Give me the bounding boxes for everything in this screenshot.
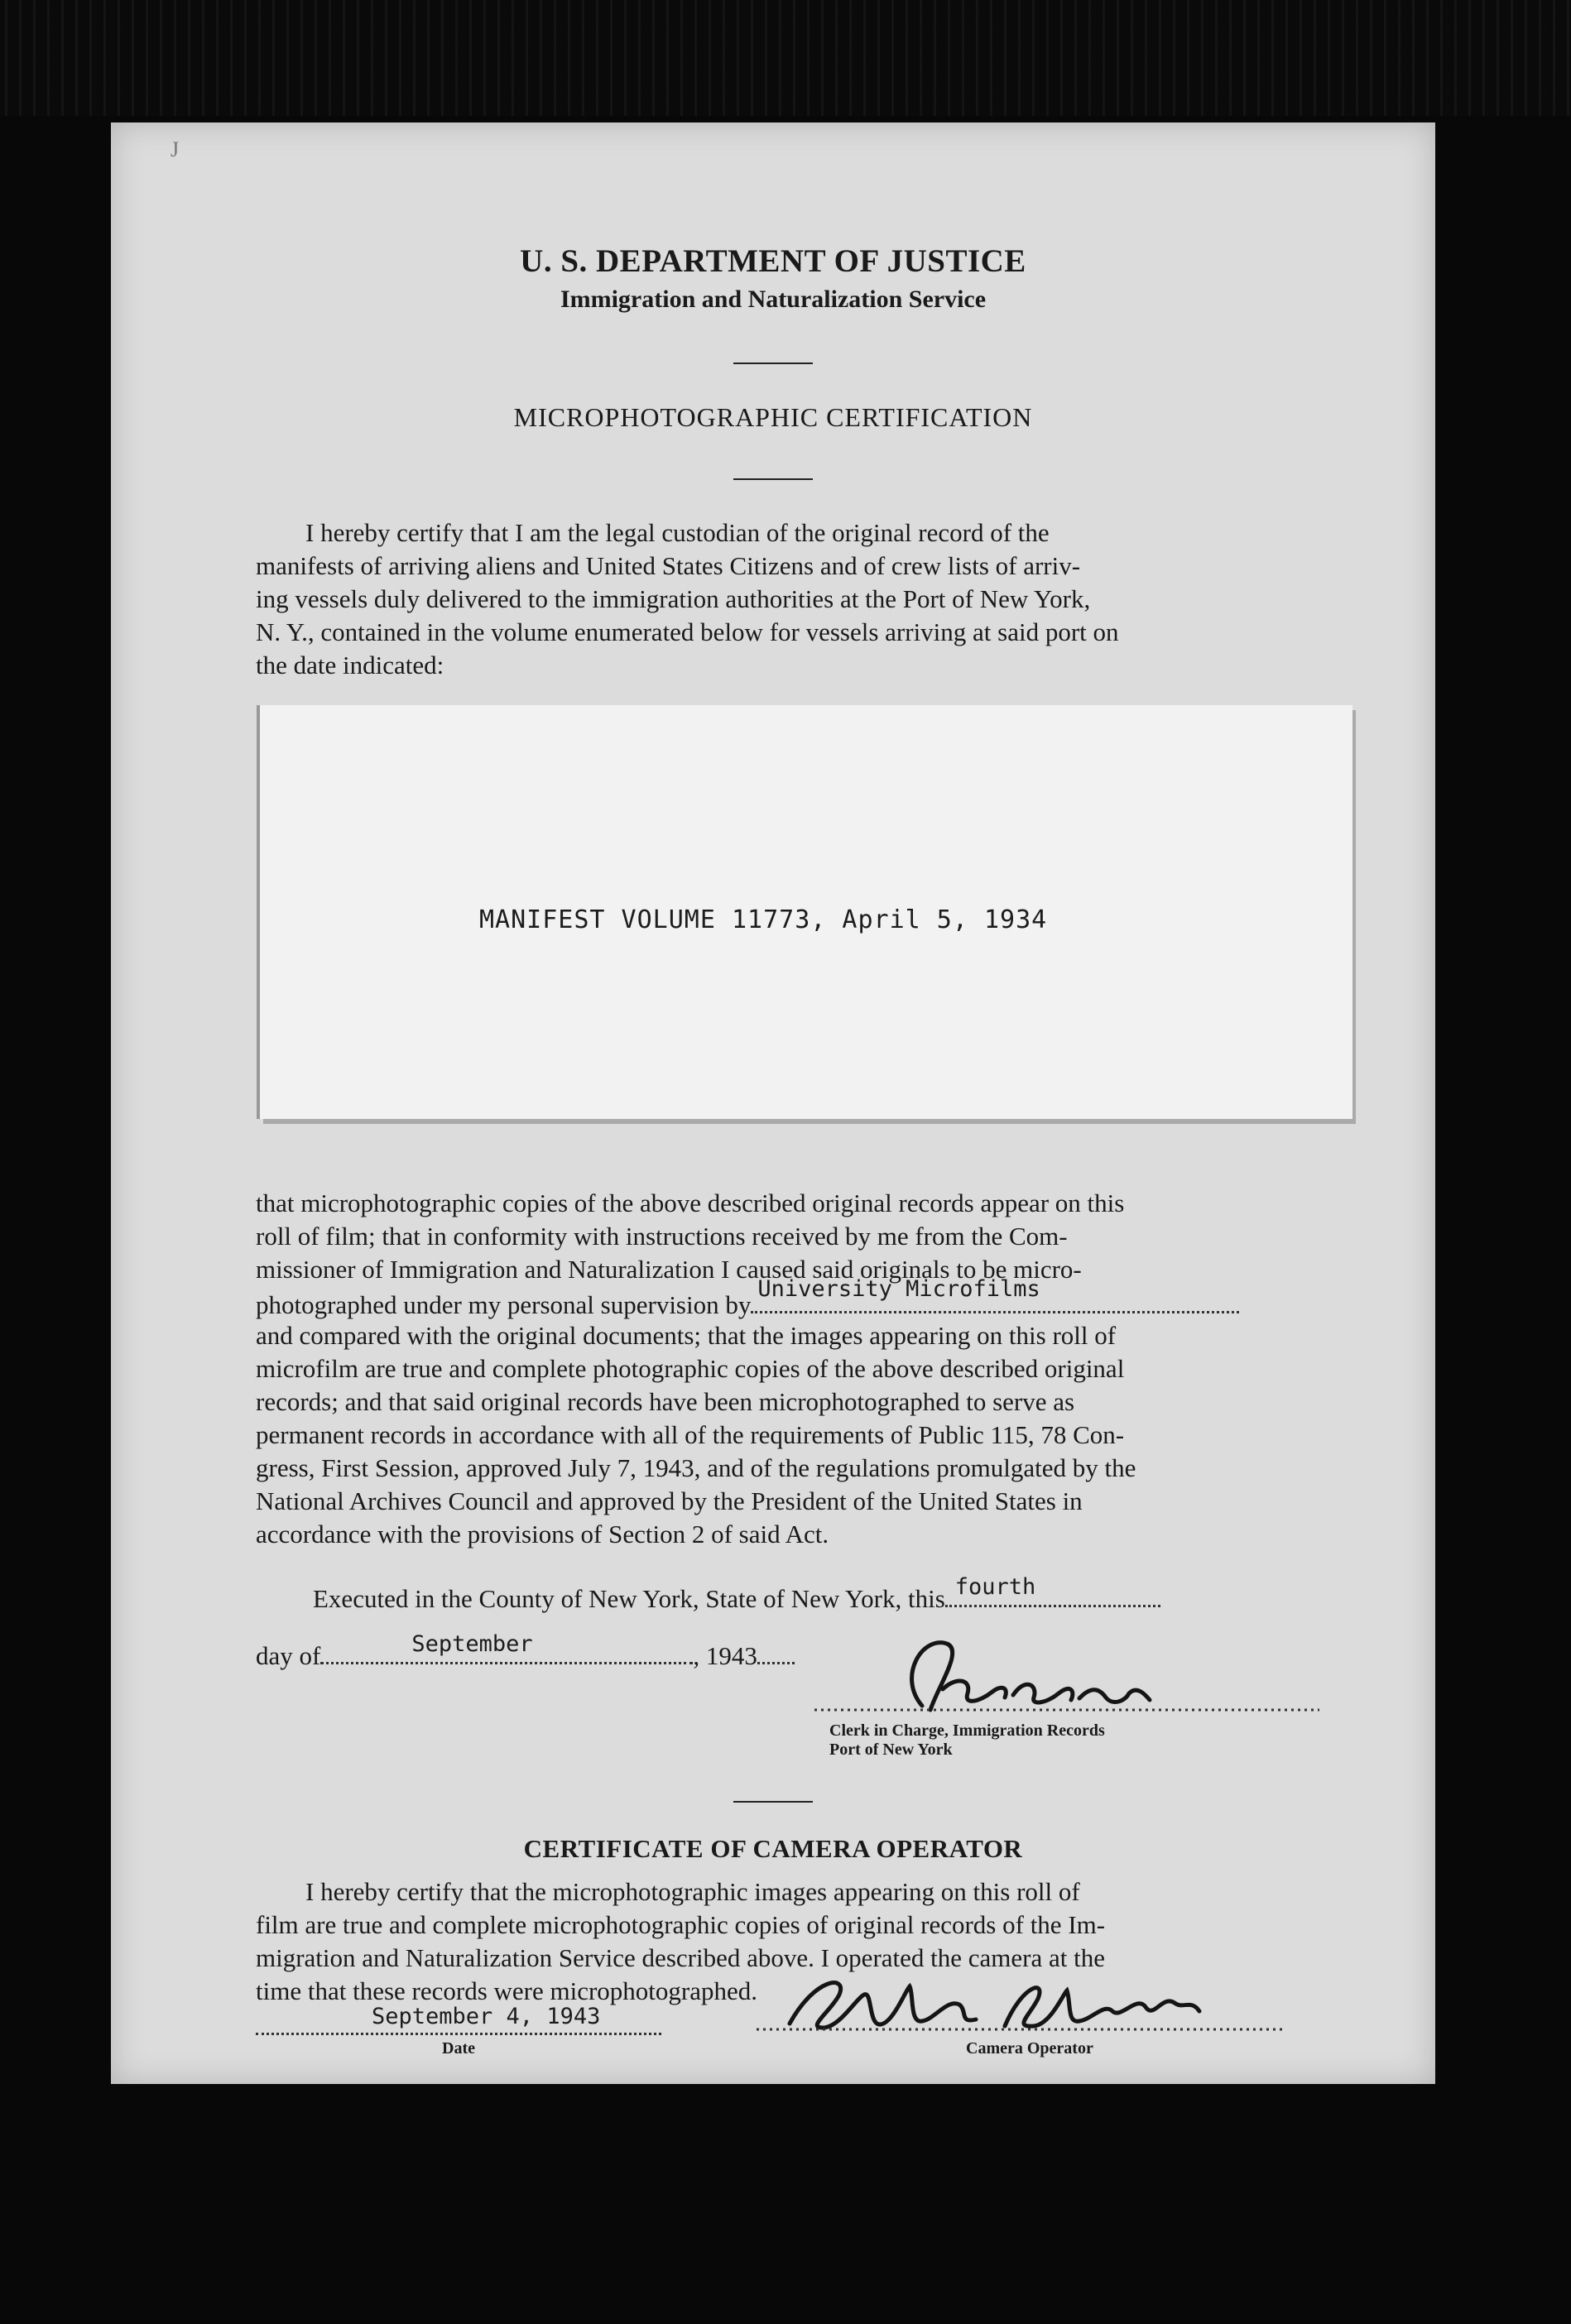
clerk-caption xyxy=(829,1721,1105,1760)
text-line: microfilm are true and complete photographic copies of the above described original xyxy=(256,1354,1125,1383)
operator-signature xyxy=(748,1961,1295,2044)
text-line: National Archives Council and approved by the President of the United States in xyxy=(256,1486,1083,1515)
date-value: September 4, 1943 xyxy=(372,2004,601,2029)
text-line: ing vessels duly delivered to the immigration authorities at the Port of New York, xyxy=(256,584,1091,613)
divider xyxy=(733,1801,813,1803)
text-line: day of xyxy=(256,1641,321,1670)
text-line: missioner of Immigration and Naturalization I caused said originals to be micro- xyxy=(256,1255,1082,1284)
text-line: records; and that said original records have been microphotographed to serve as xyxy=(256,1387,1075,1416)
day-value: fourth xyxy=(954,1574,1036,1600)
text-line: I hereby certify that the microphotographic images appearing on this roll of xyxy=(305,1877,1080,1906)
divider xyxy=(733,478,813,480)
clerk-title: Clerk in Charge, Immigration Records xyxy=(829,1721,1105,1740)
margin-mark: J xyxy=(171,137,180,161)
text-line: gress, First Session, approved July 7, 1943, and of the regulations promulgated by the xyxy=(256,1453,1136,1482)
camera-operator-label: Camera Operator xyxy=(966,2039,1093,2058)
manifest-card xyxy=(260,705,1352,1119)
text-line: I hereby certify that I am the legal custodian of the original record of the xyxy=(305,518,1050,547)
text-line: Executed in the County of New York, State of New York, this xyxy=(313,1584,945,1613)
divider xyxy=(733,363,813,364)
date-label: Date xyxy=(442,2039,475,2058)
month-value: September xyxy=(411,1631,533,1657)
text-line: migration and Naturalization Service described above. I operated the camera at the xyxy=(256,1943,1105,1972)
clerk-port: Port of New York xyxy=(829,1741,953,1759)
certification-title: MICROPHOTOGRAPHIC CERTIFICATION xyxy=(513,402,1033,432)
text-line: photographed under my personal supervision by xyxy=(256,1290,752,1319)
month-fill-line xyxy=(320,1631,693,1664)
film-edge xyxy=(0,0,1571,116)
year-fill-line xyxy=(757,1637,795,1664)
manifest-volume: MANIFEST VOLUME 11773, April 5, 1934 xyxy=(479,905,1048,934)
day-fill-line xyxy=(945,1574,1160,1607)
text-line: time that these records were microphotographed. xyxy=(256,1976,757,2005)
certificate-sheet xyxy=(111,122,1435,2084)
operator-title: CERTIFICATE OF CAMERA OPERATOR xyxy=(523,1834,1023,1863)
clerk-signature xyxy=(798,1627,1328,1726)
year-text: , 1943 xyxy=(693,1641,757,1670)
text-line: N. Y., contained in the volume enumerated below for vessels arriving at said port on xyxy=(256,617,1119,646)
supervisor-fill-line xyxy=(751,1276,1239,1313)
text-line: film are true and complete microphotographic copies of original records of the Im- xyxy=(256,1910,1106,1939)
text-line: roll of film; that in conformity with instructions received by me from the Com- xyxy=(256,1222,1068,1251)
executed-line xyxy=(313,1574,1160,1614)
supervisor-value: University Microfilms xyxy=(757,1276,1040,1302)
intro-paragraph xyxy=(256,516,1290,682)
department-title: U. S. DEPARTMENT OF JUSTICE xyxy=(520,243,1026,279)
text-line: manifests of arriving aliens and United States Citizens and of crew lists of arriv- xyxy=(256,551,1081,580)
day-of-line xyxy=(256,1631,795,1671)
text-line: and compared with the original documents; that the images appearing on this roll of xyxy=(256,1321,1117,1350)
service-subtitle: Immigration and Naturalization Service xyxy=(560,286,987,313)
text-line: accordance with the provisions of Section 2 of said Act. xyxy=(256,1520,829,1549)
date-fill-line xyxy=(256,2004,661,2035)
text-line: the date indicated: xyxy=(256,651,444,679)
text-line: that microphotographic copies of the above described original records appear on this xyxy=(256,1188,1125,1217)
text-line: permanent records in accordance with all of the requirements of Public 115, 78 Con- xyxy=(256,1420,1125,1449)
body-paragraph xyxy=(256,1187,1290,1551)
